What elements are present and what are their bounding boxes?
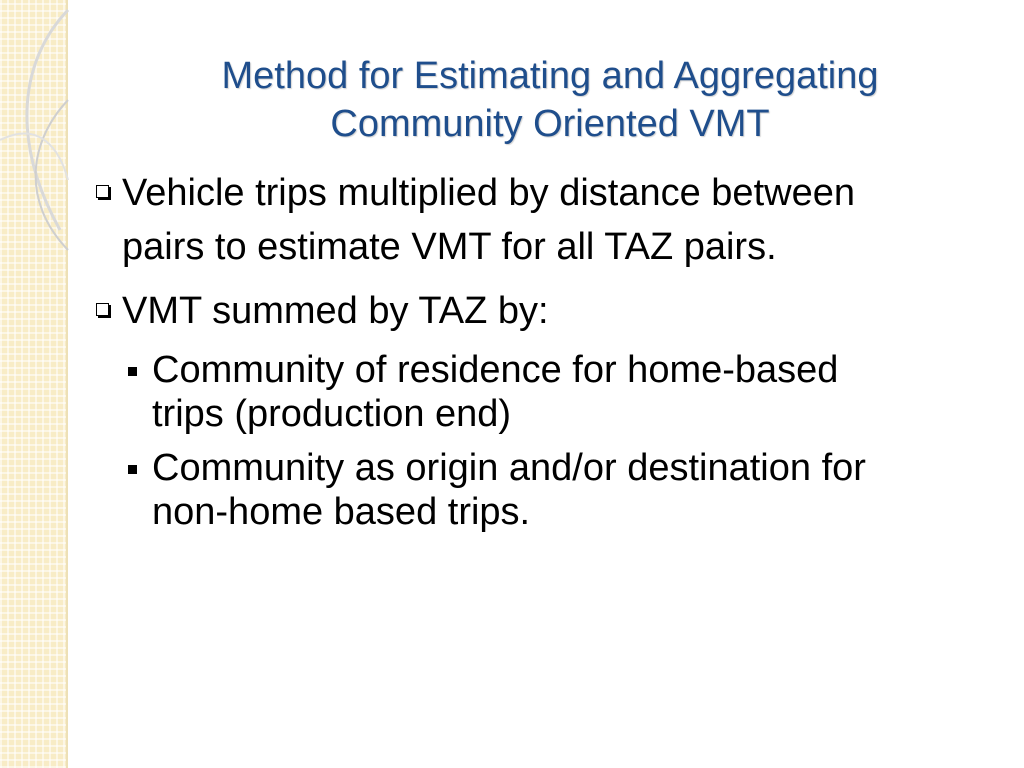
slide-title (110, 52, 990, 148)
bullet-text: Vehicle trips multiplied by distance between pairs to estimate VMT for all TAZ pairs. (122, 172, 855, 268)
sub-bullet-item (124, 348, 916, 436)
bullet-item (96, 166, 916, 274)
sub-bullet-text: Community as origin and/or destination for non-home based trips. (152, 447, 866, 533)
bullet-text: VMT summed by TAZ by: (122, 290, 549, 332)
square-bullet-icon (128, 465, 137, 474)
bullet-item (96, 284, 916, 338)
slide-title-line-1: Method for Estimating and Aggregating (221, 55, 879, 97)
square-bullet-icon (128, 367, 137, 376)
slide-body (96, 166, 916, 544)
checkbox-bullet-icon (96, 185, 109, 198)
checkbox-bullet-icon (96, 303, 109, 316)
slide-title-line-2: Community Oriented VMT (330, 103, 770, 145)
sub-bullet-text: Community of residence for home-based trips (production end) (152, 349, 839, 435)
sub-bullet-item (124, 446, 916, 534)
decorative-side-strip (0, 0, 68, 768)
